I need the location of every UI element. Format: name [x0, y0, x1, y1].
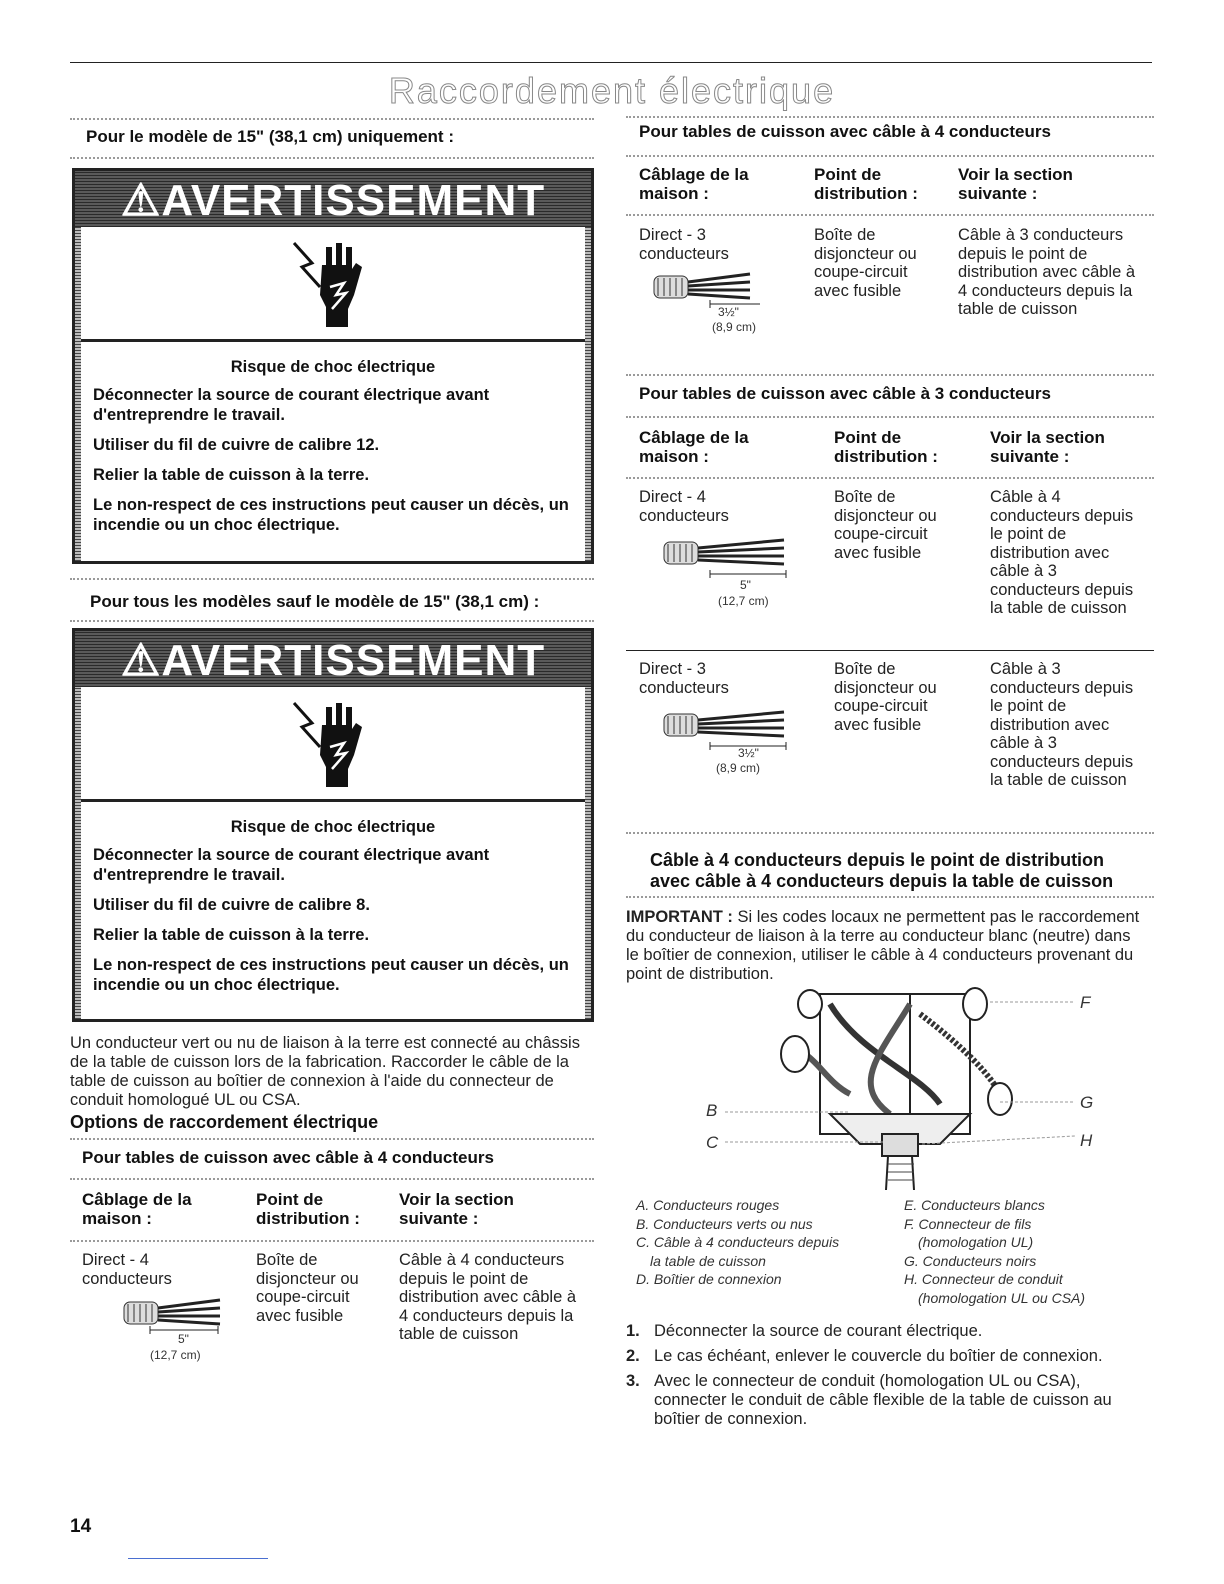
step-number: 3.: [626, 1372, 640, 1390]
section-heading-all-models: Pour tous les modèles sauf le modèle de 15" (38,1 cm) :: [90, 592, 540, 611]
divider: [626, 416, 1154, 418]
warning-banner-text: ⚠AVERTISSEMENT: [120, 636, 546, 685]
divider: [70, 1138, 594, 1140]
dim-inches: 3½": [738, 746, 759, 760]
col-header-distribution: Point de distribution :: [256, 1190, 360, 1228]
cell-wiring: Direct - 4 conducteurs: [639, 488, 729, 525]
col-header-see: Voir la section suivante :: [990, 428, 1105, 466]
dim-inches: 5": [740, 578, 751, 592]
warning-body: [93, 357, 573, 543]
legend-item: C. Câble à 4 conducteurs depuis: [636, 1234, 840, 1250]
col-header-see: Voir la section suivante :: [958, 165, 1073, 203]
warning-line: Utiliser du fil de cuivre de calibre 12.: [93, 436, 380, 454]
divider: [626, 214, 1154, 216]
warning-line: Déconnecter la source de courant électrique avant d'entreprendre le travail.: [93, 386, 490, 424]
section-heading-4-conductor: Câble à 4 conducteurs depuis le point de distribution avec câble à 4 conducteurs depuis la table de cuisson: [650, 850, 1114, 891]
warning-body: [93, 817, 573, 1003]
divider: [626, 155, 1154, 157]
warning-line: Relier la table de cuisson à la terre.: [93, 926, 370, 944]
step-text: Déconnecter la source de courant électrique.: [654, 1322, 983, 1340]
step-number: 2.: [626, 1347, 640, 1365]
top-rule: [70, 62, 1152, 63]
side-stripe: [75, 227, 81, 561]
legend-item: B. Conducteurs verts ou nus: [636, 1215, 813, 1232]
warning-banner-text: ⚠AVERTISSEMENT: [120, 176, 546, 225]
dim-cm: (12,7 cm): [718, 594, 769, 608]
cable-illustration: [650, 270, 760, 310]
warning-line: Déconnecter la source de courant électrique avant d'entreprendre le travail.: [93, 846, 490, 884]
step-number: 1.: [626, 1322, 640, 1340]
warning-banner: [75, 631, 591, 687]
diagram-label-c: C: [706, 1133, 719, 1152]
col-header-distribution: Point de distribution :: [814, 165, 918, 203]
diagram-label-b: B: [706, 1101, 718, 1120]
dim-inches: 5": [178, 1332, 189, 1346]
cell-see-section: Câble à 4 conducteurs depuis le point de distribution avec câble à 3 conducteurs depuis la table de cuisson: [990, 488, 1134, 617]
side-stripe: [75, 687, 81, 1019]
cell-distribution: Boîte de disjoncteur ou coupe-circuit avec fusible: [256, 1251, 359, 1325]
dim-cm: (8,9 cm): [716, 761, 761, 775]
page-title: Raccordement électrique: [388, 70, 836, 111]
diagram-label-f: F: [1080, 993, 1091, 1012]
legend-item: H. Connecteur de conduit: [904, 1271, 1063, 1287]
col-header-see: Voir la section suivante :: [399, 1190, 514, 1228]
options-heading: Options de raccordement électrique: [70, 1112, 379, 1132]
divider: [70, 1240, 594, 1242]
table2-heading: Pour tables de cuisson avec câble à 3 conducteurs: [639, 384, 1051, 403]
divider: [70, 578, 594, 580]
important-label: IMPORTANT :: [626, 908, 733, 926]
dim-cm: (12,7 cm): [150, 1348, 201, 1362]
page-number: 14: [70, 1516, 92, 1537]
section-heading-15in: Pour le modèle de 15" (38,1 cm) uniquement :: [86, 127, 454, 146]
legend-item: A. Conducteurs rouges: [636, 1197, 780, 1213]
warning-title: Risque de choc électrique: [230, 358, 436, 376]
col-header-wiring: Câblage de la maison :: [639, 428, 749, 466]
divider: [70, 157, 594, 159]
divider: [626, 477, 1154, 479]
side-stripe: [585, 227, 591, 561]
cell-distribution: Boîte de disjoncteur ou coupe-circuit avec fusible: [814, 226, 917, 300]
cell-distribution: Boîte de disjoncteur ou coupe-circuit avec fusible: [834, 488, 937, 562]
legend-item: G. Conducteurs noirs: [904, 1252, 1037, 1269]
divider: [626, 374, 1154, 376]
electric-shock-hand-icon: [286, 695, 386, 795]
warning-line: Le non-respect de ces instructions peut causer un décès, un incendie ou un choc électrique.: [93, 496, 569, 534]
dim-inches: 3½": [718, 305, 739, 319]
warning-banner: [75, 171, 591, 227]
steps-list: [626, 1322, 1146, 1429]
diagram-label-h: H: [1080, 1131, 1093, 1150]
step-text: Avec le connecteur de conduit (homologation UL ou CSA), connecter le conduit de câble flexible de la table de cuisson au boîtier de connexion.: [654, 1372, 1112, 1428]
divider: [626, 896, 1154, 898]
row-divider: [626, 650, 1154, 651]
dim-cm: (8,9 cm): [712, 320, 757, 334]
cell-wiring: Direct - 3 conducteurs: [639, 660, 729, 697]
divider: [70, 118, 594, 120]
col-header-wiring: Câblage de la maison :: [82, 1190, 192, 1228]
legend-item: E. Conducteurs blancs: [904, 1197, 1045, 1213]
shock-hand-area: [75, 227, 591, 342]
cable-illustration: [660, 536, 790, 578]
step-item: [626, 1322, 1146, 1341]
legend-item: (homologation UL): [918, 1234, 1034, 1250]
table1-heading: Pour tables de cuisson avec câble à 4 conducteurs: [639, 122, 1051, 141]
warning-line: Utiliser du fil de cuivre de calibre 8.: [93, 896, 370, 914]
divider: [626, 832, 1154, 834]
step-item: [626, 1372, 1146, 1429]
warning-line: Relier la table de cuisson à la terre.: [93, 466, 370, 484]
cable-illustration: [120, 1296, 230, 1336]
cell-see-section: Câble à 3 conducteurs depuis le point de distribution avec câble à 3 conducteurs depuis la table de cuisson: [990, 660, 1134, 789]
electric-shock-hand-icon: [286, 235, 386, 335]
warning-box-2: [72, 628, 594, 1022]
cell-see-section: Câble à 4 conducteurs depuis le point de distribution avec câble à 4 conducteurs depuis la table de cuisson: [399, 1251, 577, 1343]
legend-item: (homologation UL ou CSA): [918, 1289, 1086, 1306]
col-header-wiring: Câblage de la maison :: [639, 165, 749, 203]
warning-box-1: [72, 168, 594, 564]
legend-left: [636, 1196, 896, 1289]
legend-item: la table de cuisson: [650, 1252, 766, 1269]
warning-triangle-icon: ⚠: [120, 636, 162, 685]
diagram-label-g: G: [1080, 1093, 1094, 1112]
side-stripe: [585, 687, 591, 1019]
table-heading: Pour tables de cuisson avec câble à 4 conducteurs: [82, 1148, 494, 1167]
warning-triangle-icon: ⚠: [120, 176, 162, 225]
cell-wiring: Direct - 3 conducteurs: [639, 226, 729, 263]
warning-title: Risque de choc électrique: [230, 818, 436, 836]
legend-item: D. Boîtier de connexion: [636, 1271, 782, 1287]
footer-link-line: [128, 1558, 268, 1559]
junction-box-diagram: [700, 984, 1100, 1190]
step-text: Le cas échéant, enlever le couvercle du boîtier de connexion.: [654, 1347, 1103, 1365]
legend-right: [904, 1196, 1144, 1307]
col-header-distribution: Point de distribution :: [834, 428, 938, 466]
important-paragraph: [626, 908, 1142, 984]
divider: [626, 116, 1154, 118]
grounding-paragraph: Un conducteur vert ou nu de liaison à la terre est connecté au châssis de la table de cuisson lors de la fabrication. Raccorder le câble de la table de cuisson au boîtier de connexion à l'aide du connecteur de conduit homologué UL ou CSA.: [70, 1034, 580, 1109]
divider: [70, 1178, 594, 1180]
warning-line: Le non-respect de ces instructions peut causer un décès, un incendie ou un choc électrique.: [93, 956, 569, 994]
cell-see-section: Câble à 3 conducteurs depuis le point de distribution avec câble à 4 conducteurs depuis la table de cuisson: [958, 226, 1136, 318]
cell-distribution: Boîte de disjoncteur ou coupe-circuit avec fusible: [834, 660, 937, 734]
step-item: [626, 1347, 1146, 1366]
important-text: Si les codes locaux ne permettent pas le raccordement du conducteur de liaison à la terre au conducteur blanc (neutre) dans le boîtier de connexion, utiliser le câble à 4 conducteurs provenant du point de distribution.: [626, 908, 1140, 983]
cable-illustration: [660, 708, 790, 750]
legend-item: F. Connecteur de fils: [904, 1215, 1032, 1232]
shock-hand-area: [75, 687, 591, 802]
divider: [70, 620, 594, 622]
cell-wiring: Direct - 4 conducteurs: [82, 1251, 172, 1288]
